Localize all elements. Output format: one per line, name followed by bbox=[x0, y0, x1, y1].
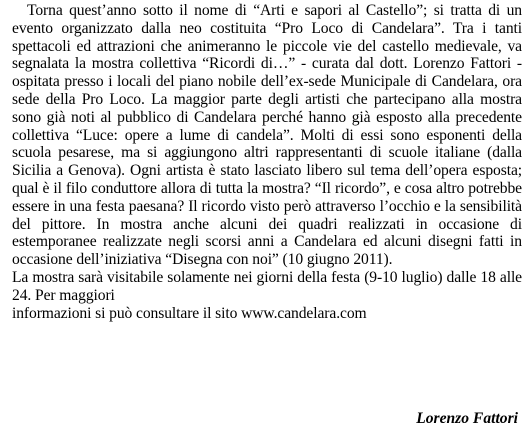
visit-info-text: La mostra sarà visitabile solamente nei giorni della festa (9-10 luglio) dalle 18 alle 24. Per maggiori bbox=[12, 268, 522, 304]
article-paragraph: Torna quest’anno sotto il nome di “Arti e sapori al Castello”; si tratta di un evento organizzato dalla neo costituita “Pro Loco di Candelara”. Tra i tanti spettacoli ed attrazioni che animeranno le piccole vie del castello medievale, va segnalata la mostra collettiva “Ricordi di…” - curata dal dott. Lorenzo Fattori - ospitata presso i locali del piano nobile dell’ex-sede Municipale di Candelara, ora sede della Pro Loco. La maggior parte degli artisti che partecipano alla mostra sono già noti al pubblico di Candelara perché hanno già esposto alla precedente collettiva “Luce: opere a lume di candela”. Molti di essi sono esponenti della scuola pesarese, ma si aggiungono altri rappresentanti di scuole italiane (dalla Sicilia a Genova). Ogni artista è stato lasciato libero sul tema dell’opera esposta; qual è il filo conduttore allora di tutta la mostra? “Il ricordo”, e cosa altro potrebbe essere in una festa paesana? Il ricordo visto però attraverso l’occhio e la sensibilità del pittore. In mostra anche alcuni dei quadri realizzati in occasione di estemporanee realizzate negli scorsi anni a Candelara ed alcuni disegni fatti in occasione dell’iniziativa “Disegna con noi” (10 giugno 2011). bbox=[12, 2, 522, 269]
author-signature: Lorenzo Fattori bbox=[416, 410, 518, 427]
more-info-text: informazioni si può consultare il sito www.candelara.com bbox=[12, 304, 367, 322]
article-body bbox=[12, 2, 522, 322]
